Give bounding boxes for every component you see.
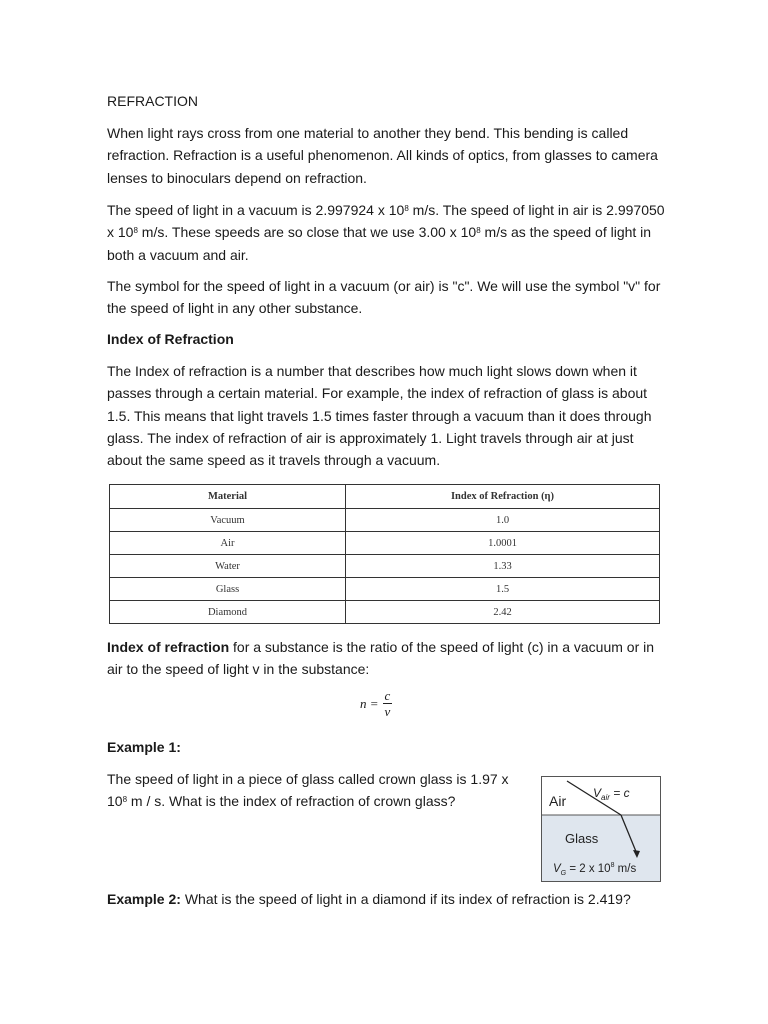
table-cell-material: Air	[110, 532, 346, 555]
speed-exp-3: 8	[476, 226, 481, 236]
table-row	[110, 601, 660, 624]
table-header-row	[110, 485, 660, 509]
speed-exp-1: 8	[404, 204, 409, 213]
ratio-paragraph	[107, 636, 667, 681]
refraction-index-table	[109, 484, 660, 624]
v-glass-exponent: 8	[610, 862, 615, 869]
table-cell-index: 1.5	[346, 578, 660, 601]
v-glass-unit: m/s	[614, 863, 637, 875]
table-cell-material: Glass	[110, 578, 346, 601]
example-1-heading: Example 1:	[107, 739, 181, 755]
speed-text-b: m/s. The speed of light in air is 2.997050 x 10	[107, 202, 665, 241]
v-air-symbol: V	[593, 786, 602, 800]
formula-denominator: v	[384, 704, 391, 719]
ratio-bold-term: Index of refraction	[107, 639, 230, 655]
table-header-index: Index of Refraction (η)	[346, 485, 660, 509]
v-glass-equation: = 2 x 10	[566, 863, 611, 875]
v-air-equation: = c	[609, 786, 630, 800]
page-title: REFRACTION	[107, 93, 198, 109]
example-1-text	[107, 768, 527, 813]
refraction-formula	[360, 688, 392, 719]
formula-lhs: n =	[360, 695, 379, 711]
v-glass-label	[553, 862, 636, 877]
index-paragraph: The Index of refraction is a number that describes how much light slows down when it passes through a certain material. For example, the index of refraction of glass is about 1.5. This means that light travels 1.5 times faster through a vacuum than it does through glass. The index of refraction of air is approximately 1. Light travels through air at just about the same speed as it travels through a vacuum.	[107, 363, 652, 469]
intro-paragraph: When light rays cross from one material to another they bend. This bending is called refraction. Refraction is a useful phenomenon. All kinds of optics, from glasses to camera lenses to binoculars depend on refraction.	[107, 125, 658, 186]
v-air-label	[593, 786, 630, 802]
speed-text-a: The speed of light in a vacuum is 2.997924 x 10	[107, 202, 405, 218]
air-label: Air	[549, 793, 567, 809]
table-cell-material: Diamond	[110, 601, 346, 624]
speed-exp-2: 8	[133, 226, 138, 236]
table-cell-material: Water	[110, 555, 346, 578]
v-glass-symbol: V	[553, 863, 561, 875]
speed-paragraph	[107, 199, 667, 266]
speed-text-c: m/s. These speeds are so close that we use 3.00 x 10	[137, 224, 477, 241]
table-row	[110, 532, 660, 555]
formula-fraction	[383, 688, 393, 719]
v-glass-subscript: G	[560, 870, 567, 877]
example-1-exp: 8	[122, 795, 128, 805]
table-header-material: Material	[110, 485, 346, 509]
example-1-text-a: The speed of light in a piece of glass called crown glass is 1.97 x 10	[107, 771, 509, 810]
symbol-paragraph: The symbol for the speed of light in a vacuum (or air) is "c". We will use the symbol "v" for the speed of light in any other substance.	[107, 278, 661, 317]
table-row	[110, 578, 660, 601]
refraction-diagram	[541, 776, 661, 882]
table-cell-index: 1.0001	[346, 532, 660, 555]
table-cell-index: 2.42	[346, 601, 660, 624]
glass-label: Glass	[565, 831, 599, 846]
formula-numerator: c	[384, 688, 391, 703]
speed-text-d: m/s as the speed of light in both a vacuum and air.	[107, 224, 652, 263]
table-row	[110, 509, 660, 532]
example-2-question: What is the speed of light in a diamond if its index of refraction is 2.419?	[180, 891, 631, 907]
example-1-text-b: m / s. What is the index of refraction of crown glass?	[127, 793, 456, 810]
v-air-subscript: air	[601, 793, 610, 802]
table-cell-material: Vacuum	[110, 509, 346, 532]
ratio-text: for a substance is the ratio of the speed of light (c) in a vacuum or in air to the speed of light v in the substance:	[107, 639, 655, 678]
index-heading: Index of Refraction	[107, 331, 234, 347]
table-cell-index: 1.0	[346, 509, 660, 532]
table-cell-index: 1.33	[346, 555, 660, 578]
example-2-text	[107, 888, 707, 910]
table-row	[110, 555, 660, 578]
example-2-heading: Example 2:	[107, 891, 181, 907]
